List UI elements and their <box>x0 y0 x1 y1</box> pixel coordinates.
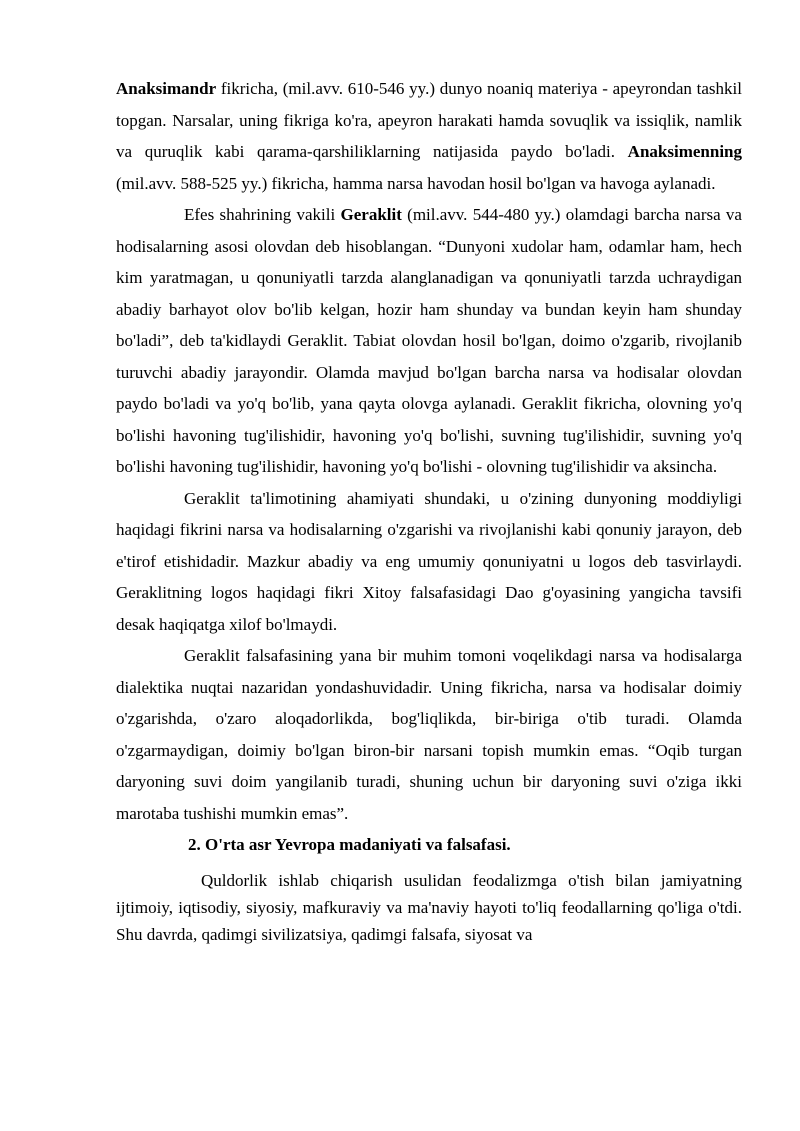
paragraph-heraclitus-significance: Geraklit ta'limotining ahamiyati shundaki, u o'zining dunyoning moddiyligi haqidagi fikrini narsa va hodisalarning o'zgarishi va rivojlanishi kabi qonuniy jarayon, deb e'tirof etishidadir. Mazkur abadiy va eng umumiy qonuniyatni u logos deb tasvirlaydi. Geraklitning logos haqidagi fikri Xitoy falsafasidagi Dao g'oyasining yangicha tavsifi desak haqiqatga xilof bo'lmaydi. <box>116 488 742 634</box>
paragraph-text: Efes shahrining vakili <box>184 205 341 224</box>
name-geraklit: Geraklit <box>340 205 402 224</box>
paragraph-heraclitus-intro <box>116 199 742 483</box>
section-heading: 2. O'rta asr Yevropa madaniyati va falsafasi. <box>188 835 511 854</box>
paragraph-text: fikricha, (mil.avv. 610-546 yy.) dunyo noaniq materiya - apeyrondan tashkil topgan. Narsalar, uning fikriga ko'ra, apeyron harakati hamda sovuqlik va issiqlik, namlik va quruqlik kabi qarama-qarshiliklarning natijasida paydo bo'ladi. <box>116 79 742 161</box>
name-anaksimandr: Anaksimandr <box>116 79 217 98</box>
paragraph-anaximander <box>116 73 742 199</box>
paragraph-feudalism: Quldorlik ishlab chiqarish usulidan feodalizmga o'tish bilan jamiyatning ijtimoiy, iqtisodiy, siyosiy, mafkuraviy va ma'naviy hayoti to'liq feodallarning qo'liga o'tdi. Shu davrda, qadimgi sivilizatsiya, qadimgi falsafa, siyosat va <box>116 870 742 944</box>
paragraph-text: (mil.avv. 544-480 yy.) olamdagi barcha narsa va hodisalarning asosi olovdan deb hisoblangan. “Dunyoni xudolar ham, odamlar ham, hech kim yaratmagan, u qonuniyatli tarzda alanglanadigan va qonuniyatli tarzda uchraydigan abadiy barhayot olov bo'lib kelgan, hozir ham shunday va bundan keyin ham shunday bo'ladi”, deb ta'kidlaydi Geraklit. Tabiat olovdan hosil bo'lgan, doimo o'zgarib, rivojlanib turuvchi abadiy jarayondir. Olamda mavjud bo'lgan barcha narsa va hodisalar olovdan paydo bo'ladi va yo'q bo'lib, yana qayta olovga aylanadi. Geraklit fikricha, olovning yo'q bo'lishi havoning tug'ilishidir, havoning yo'q bo'lishi, suvning tug'ilishidir, suvning yo'q bo'lishi havoning tug'ilishidir, havoning yo'q bo'lishi - olovning tug'ilishidir va aksincha. <box>116 205 742 476</box>
paragraph-text: (mil.avv. 588-525 yy.) fikricha, hamma narsa havodan hosil bo'lgan va havoga aylanadi. <box>116 173 716 193</box>
name-anaksimenning: Anaksimenning <box>627 142 742 161</box>
paragraph-heraclitus-dialectics: Geraklit falsafasining yana bir muhim tomoni voqelikdagi narsa va hodisalarga dialektika nuqtai nazaridan yondashuvidadir. Uning fikricha, narsa va hodisalar doimiy o'zgarishda, o'zaro aloqadorlikda, bog'liqlikda, bir-biriga o'tib turadi. Olamda o'zgarmaydigan, doimiy bo'lgan biron-bir narsani topish mumkin emas. “Oqib turgan daryoning suvi doim yangilanib turadi, shuning uchun bir daryoning suvi o'ziga ikki marotaba tushishi mumkin emas”. <box>116 646 742 823</box>
